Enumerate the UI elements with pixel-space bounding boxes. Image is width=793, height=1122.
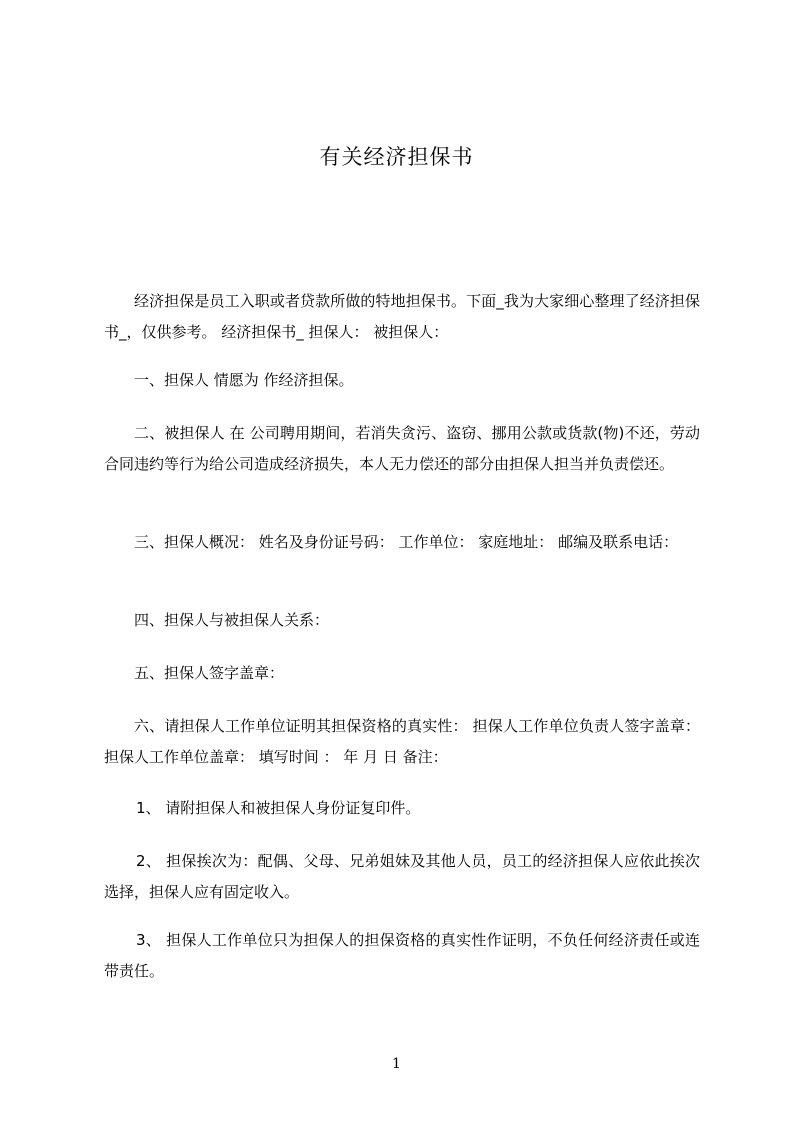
note-3: 3、 担保人工作单位只为担保人的担保资格的真实性作证明，不负任何经济责任或连带责任。: [104, 931, 700, 980]
clause-5: 五、担保人签字盖章：: [134, 664, 285, 682]
clause-6: 六、请担保人工作单位证明其担保资格的真实性： 担保人工作单位负责人签字盖章： 担保人工作单位盖章： 填写时间 ： 年 月 日 备注：: [104, 717, 700, 766]
clause-1: 一、担保人 情愿为 作经济担保。: [134, 371, 354, 389]
page-number: 1: [392, 1056, 401, 1072]
clause-4: 四、担保人与被担保人关系：: [134, 611, 330, 629]
note-2: 2、 担保挨次为：配偶、父母、兄弟姐妹及其他人员，员工的经济担保人应依此挨次选择，担保人应有固定收入。: [104, 852, 700, 901]
clause-2: 二、被担保人 在 公司聘用期间，若消失贪污、盗窃、挪用公款或货款(物)不还，劳动合同违约等行为给公司造成经济损失，本人无力偿还的部分由担保人担当并负责偿还。: [104, 424, 700, 473]
note-1: 1、 请附担保人和被担保人身份证复印件。: [136, 799, 421, 817]
intro-paragraph: 经济担保是员工入职或者贷款所做的特地担保书。下面_我为大家细心整理了经济担保书_，仅供参考。 经济担保书_ 担保人： 被担保人：: [104, 292, 700, 341]
clause-3: 三、担保人概况： 姓名及身份证号码： 工作单位： 家庭地址： 邮编及联系电话：: [134, 533, 679, 551]
document-title: 有关经济担保书: [319, 145, 474, 169]
